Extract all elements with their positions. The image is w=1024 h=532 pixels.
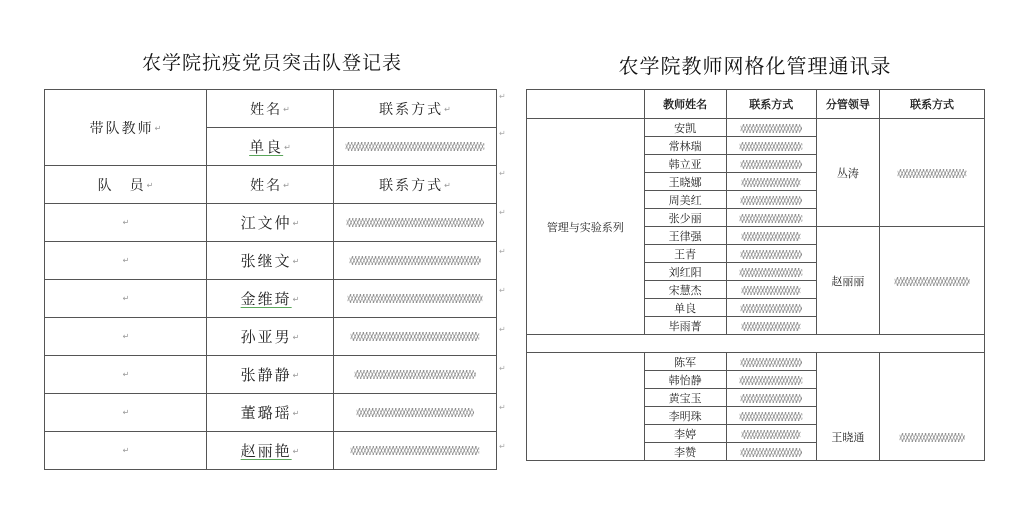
name-header-cell: 姓名↵ [207, 90, 334, 128]
member-name: 孙亚男 [240, 328, 292, 346]
teacher-name: 单良 [644, 299, 726, 317]
contact-header: 联系方式 [379, 177, 444, 194]
group-label: 管理与实验系列 [546, 220, 624, 234]
teacher-name: 韩怡静 [644, 371, 726, 389]
name-header-cell: 姓名↵ [207, 166, 334, 204]
redacted-phone [726, 281, 816, 299]
redacted-phone [726, 263, 816, 281]
header-teacher-name: 教师姓名 [644, 90, 726, 119]
table-row [45, 90, 497, 128]
name-header: 姓名 [250, 177, 283, 194]
redacted-phone [726, 155, 816, 173]
lead-teacher-name: 单良 [249, 138, 284, 156]
redacted-phone [334, 280, 497, 318]
redacted-phone [334, 128, 497, 166]
member-name-cell: 江文仲↵ [207, 204, 334, 242]
table-row: ↵ 金维琦↵ [45, 280, 497, 318]
table-row [527, 353, 985, 371]
contact-header: 联系方式 [379, 101, 444, 118]
redacted-phone [726, 245, 816, 263]
lead-teacher-name-cell: 单良↵ [207, 128, 334, 166]
redacted-phone [726, 353, 816, 371]
redacted-phone [726, 407, 816, 425]
member-name-cell: 金维琦↵ [207, 280, 334, 318]
teacher-name: 毕雨菁 [644, 317, 726, 335]
name-header: 姓名 [250, 101, 283, 118]
member-name: 张继文 [240, 252, 292, 270]
teacher-name: 刘红阳 [644, 263, 726, 281]
redacted-phone [726, 137, 816, 155]
redacted-phone [334, 394, 497, 432]
redacted-phone [334, 242, 497, 280]
header-leader-contact: 联系方式 [879, 90, 984, 119]
member-name-cell: 张静静↵ [207, 356, 334, 394]
member-name: 金维琦 [240, 290, 292, 308]
teacher-name: 王青 [644, 245, 726, 263]
member-name: 张静静 [240, 366, 292, 384]
group-label-cell [527, 119, 645, 335]
contact-header-cell: 联系方式↵ [334, 166, 497, 204]
table-row [527, 119, 985, 137]
table-header-row [527, 90, 985, 119]
redacted-phone [334, 318, 497, 356]
redacted-phone [726, 389, 816, 407]
teacher-name: 李明珠 [644, 407, 726, 425]
teacher-name: 李赞 [644, 443, 726, 461]
teacher-name: 宋慧杰 [644, 281, 726, 299]
teacher-name: 周美红 [644, 191, 726, 209]
teacher-name: 黄宝玉 [644, 389, 726, 407]
teacher-name: 王律强 [644, 227, 726, 245]
member-name-cell: 孙亚男↵ [207, 318, 334, 356]
teacher-name: 张少丽 [644, 209, 726, 227]
contact-header-cell: 联系方式↵ [334, 90, 497, 128]
teacher-name: 李婷 [644, 425, 726, 443]
lead-teacher-label-cell: 带队教师↵ [45, 90, 207, 166]
redacted-phone [726, 209, 816, 227]
redacted-phone [726, 443, 816, 461]
member-label: 队 员 [97, 177, 146, 194]
redacted-phone [334, 204, 497, 242]
teacher-name: 安凯 [644, 119, 726, 137]
redacted-phone [726, 173, 816, 191]
member-name-cell: 张继文↵ [207, 242, 334, 280]
redacted-phone [334, 356, 497, 394]
party-volunteer-register-table [44, 89, 497, 470]
redacted-phone [726, 191, 816, 209]
group-label-cell [527, 353, 645, 461]
redacted-phone [726, 299, 816, 317]
teacher-name: 常林瑞 [644, 137, 726, 155]
member-label-cell: 队 员↵ [45, 166, 207, 204]
table-row [45, 166, 497, 204]
member-name: 董璐瑶 [240, 404, 292, 422]
teacher-name: 陈军 [644, 353, 726, 371]
table-row: ↵ 董璐瑶↵ [45, 394, 497, 432]
member-name: 赵丽艳 [240, 442, 292, 460]
redacted-phone [334, 432, 497, 470]
leader-name: 赵丽丽 [816, 227, 879, 335]
table-row: ↵ 赵丽艳↵ [45, 432, 497, 470]
redacted-phone [726, 425, 816, 443]
redacted-phone [726, 371, 816, 389]
teacher-name: 王晓娜 [644, 173, 726, 191]
table-row: ↵ 张静静↵ [45, 356, 497, 394]
header-contact: 联系方式 [726, 90, 816, 119]
leader-name: 丛涛 [816, 119, 879, 227]
lead-teacher-label: 带队教师 [89, 120, 154, 137]
redacted-phone [726, 317, 816, 335]
redacted-phone [879, 353, 984, 461]
teacher-name: 韩立亚 [644, 155, 726, 173]
member-name-cell: 赵丽艳↵ [207, 432, 334, 470]
redacted-phone [879, 119, 984, 227]
leader-name: 王晓通 [816, 353, 879, 461]
table-row: ↵ 张继文↵ [45, 242, 497, 280]
table-row [527, 335, 985, 353]
member-name-cell: 董璐瑶↵ [207, 394, 334, 432]
member-name: 江文仲 [240, 214, 292, 232]
redacted-phone [879, 227, 984, 335]
table-row: ↵ 江文仲↵ [45, 204, 497, 242]
teacher-grid-contact-table [526, 89, 985, 461]
right-table-title: 农学院教师网格化管理通讯录 [618, 54, 892, 78]
left-table-title: 农学院抗疫党员突击队登记表 [141, 52, 402, 74]
redacted-phone [726, 227, 816, 245]
redacted-phone [726, 119, 816, 137]
header-leader: 分管领导 [816, 90, 879, 119]
table-row: ↵ 孙亚男↵ [45, 318, 497, 356]
